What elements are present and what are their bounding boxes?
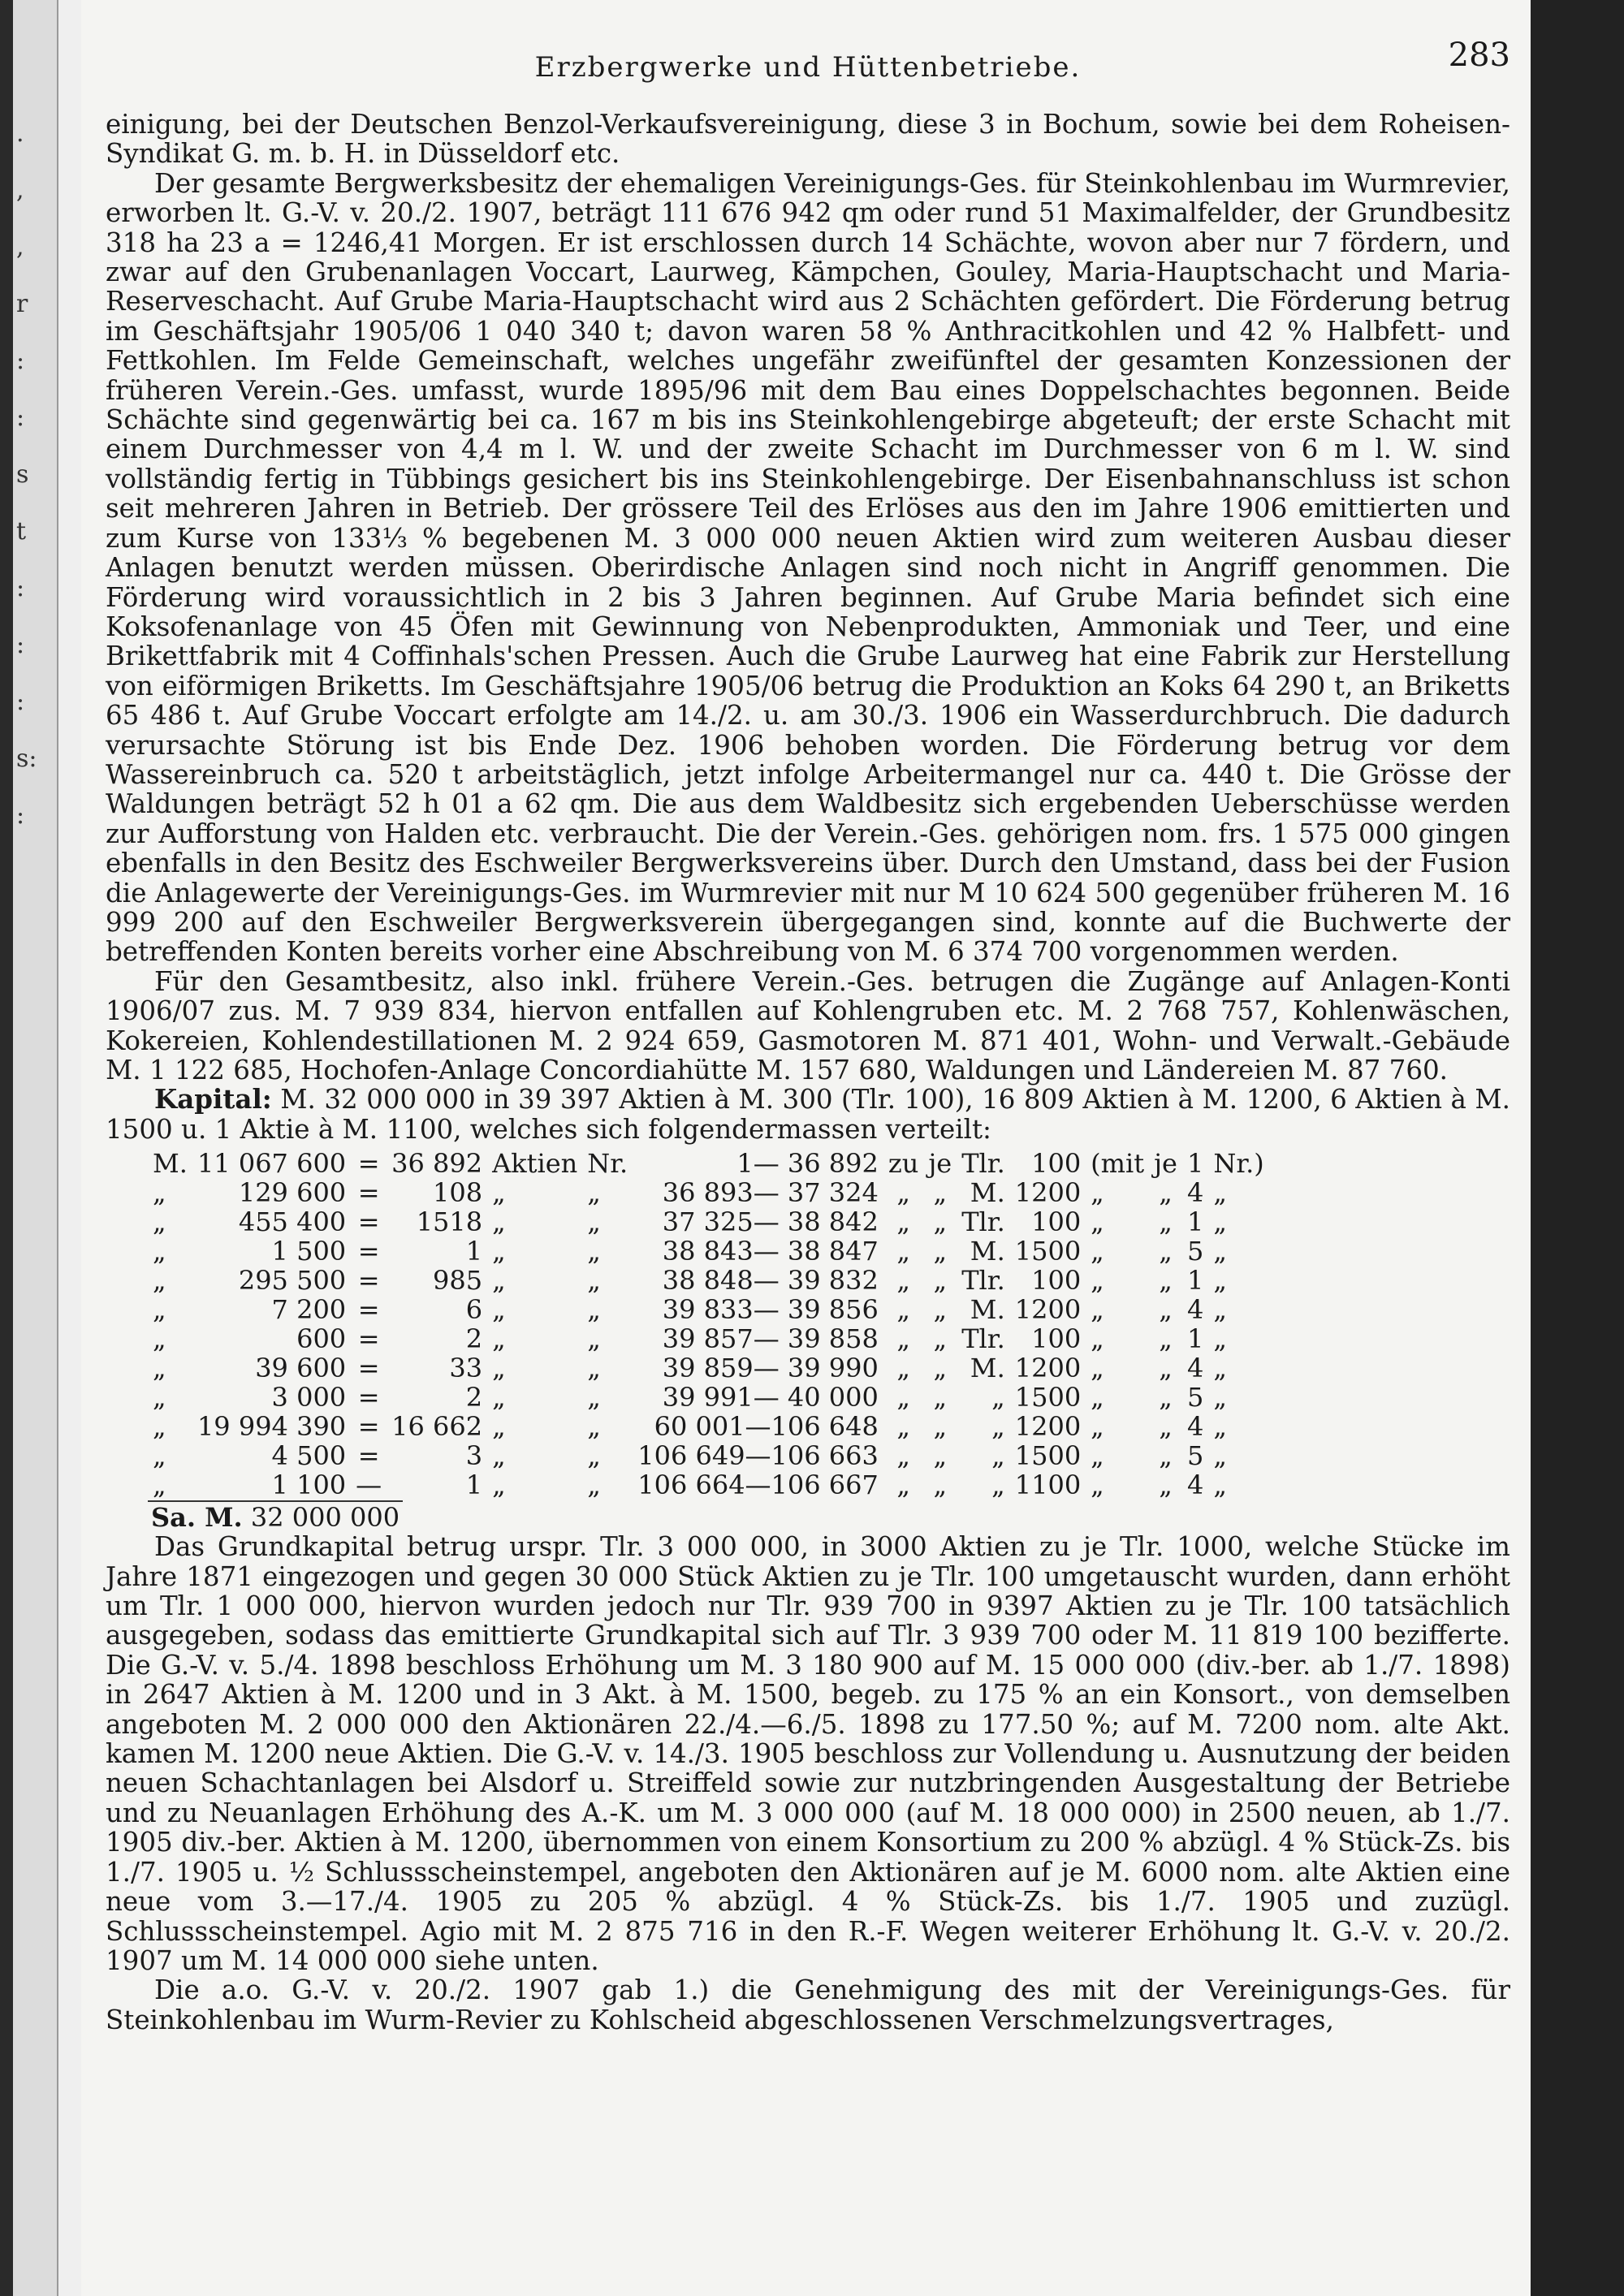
table-row — [148, 1441, 1269, 1470]
cell-cur: Tlr. — [961, 1265, 1005, 1297]
table-row — [148, 1178, 1269, 1207]
cell-mje: „ — [1159, 1382, 1173, 1413]
cell-nr: „ — [587, 1265, 601, 1297]
cell-mit: „ — [1091, 1382, 1104, 1413]
table-row — [148, 1470, 1269, 1500]
cell-amount: 600 — [296, 1323, 347, 1355]
cell-unit: „ — [492, 1470, 506, 1501]
cell-range: 38 848— 39 832 — [662, 1265, 879, 1297]
cell-mit: „ — [1091, 1236, 1104, 1267]
cell-eq: = — [357, 1148, 380, 1180]
paragraph-continuation: einigung, bei der Deutschen Benzol-Verkaufsvereinigung, diese 3 in Bochum, sowie bei dem Roheisen-Syndikat G. m. b. H. in Düsseldorf etc. — [106, 109, 1510, 170]
cell-mje: „ — [1159, 1294, 1173, 1326]
cell-range: 106 664—106 667 — [637, 1470, 879, 1501]
cell-amount: 129 600 — [238, 1177, 347, 1209]
cell-range: 36 893— 37 324 — [662, 1177, 879, 1209]
cell-n: 1 — [1186, 1148, 1204, 1180]
cell-nend: „ — [1213, 1177, 1227, 1209]
page-body — [106, 110, 1510, 2035]
cell-count: 985 — [433, 1265, 483, 1297]
cell-range: 60 001—106 648 — [654, 1411, 879, 1443]
cell-amount: 11 067 600 — [197, 1148, 347, 1180]
cell-value: 100 — [1031, 1265, 1082, 1297]
cell-count: 6 — [465, 1294, 483, 1326]
cell-zu: „ — [896, 1206, 910, 1238]
cell-zu: „ — [896, 1353, 910, 1384]
cell-count: 16 662 — [391, 1411, 483, 1443]
cell-je: „ — [933, 1323, 948, 1355]
cell-mje: „ — [1159, 1411, 1173, 1443]
cell-value: 1500 — [1014, 1440, 1082, 1472]
cell-n: 5 — [1186, 1382, 1204, 1413]
cell-eq: — — [356, 1470, 382, 1501]
cell-n: 1 — [1186, 1323, 1204, 1355]
cell-n: 4 — [1186, 1177, 1204, 1209]
table-row — [148, 1295, 1269, 1324]
cell-n: 4 — [1186, 1470, 1204, 1501]
cell-value: 1500 — [1014, 1236, 1082, 1267]
cell-eq: = — [357, 1440, 380, 1472]
cell-eq: = — [357, 1206, 380, 1238]
cell-n: 1 — [1186, 1265, 1204, 1297]
cell-eq: = — [357, 1265, 380, 1297]
cell-eq: = — [357, 1294, 380, 1326]
paragraph-kapital — [106, 1085, 1510, 1144]
margin-mark: : — [16, 347, 25, 375]
cell-amount: 1 500 — [271, 1236, 347, 1267]
cell-unit: „ — [492, 1382, 506, 1413]
table-row — [148, 1149, 1269, 1178]
cell-unit: „ — [492, 1353, 506, 1384]
cell-mit: „ — [1091, 1353, 1104, 1384]
cell-amount: 295 500 — [238, 1265, 347, 1297]
cell-count: 36 892 — [391, 1148, 483, 1180]
cell-range: 37 325— 38 842 — [662, 1206, 879, 1238]
cell-mit: „ — [1091, 1177, 1104, 1209]
margin-mark: : — [16, 574, 25, 602]
cell-unit: „ — [492, 1265, 506, 1297]
cell-cur: „ — [991, 1470, 1005, 1501]
cell-je: „ — [933, 1236, 948, 1267]
cell-unit: „ — [492, 1411, 506, 1443]
capital-sum — [148, 1503, 1510, 1532]
cell-cur: „ — [991, 1382, 1005, 1413]
cell-nend: „ — [1213, 1206, 1227, 1238]
cell-je: je — [928, 1148, 952, 1180]
cell-eq: = — [357, 1382, 380, 1413]
cell-amount: 1 100 — [271, 1470, 347, 1501]
cell-value: 1200 — [1014, 1177, 1082, 1209]
margin-mark: , — [16, 176, 24, 205]
cell-range: 39 833— 39 856 — [662, 1294, 879, 1326]
kapital-text: M. 32 000 000 in 39 397 Aktien à M. 300 (Tlr. 100), 16 809 Aktien à M. 1200, 6 Aktien à M. 1500 u. 1 Aktie à M. 1100, welches sich folgendermassen verteilt: — [106, 1084, 1510, 1145]
cell-count: 2 — [465, 1382, 483, 1413]
cell-mje: „ — [1159, 1353, 1173, 1384]
cell-eq: = — [357, 1411, 380, 1443]
cell-n: 5 — [1186, 1236, 1204, 1267]
cell-je: „ — [933, 1265, 948, 1297]
cell-range: 106 649—106 663 — [637, 1440, 879, 1472]
cell-mit: „ — [1091, 1323, 1104, 1355]
cell-nr: „ — [587, 1411, 601, 1443]
sum-value: 32 000 000 — [250, 1502, 400, 1534]
cell-mje: „ — [1159, 1440, 1173, 1472]
margin-mark: : — [16, 801, 25, 830]
margin-mark: : — [16, 404, 25, 432]
cell-count: 3 — [465, 1440, 483, 1472]
cell-count: 1 — [465, 1470, 483, 1501]
cell-nend: Nr.) — [1213, 1148, 1264, 1180]
cell-mje: „ — [1159, 1470, 1173, 1501]
page-header — [81, 28, 1535, 93]
cell-pre: „ — [153, 1177, 166, 1209]
cell-eq: = — [357, 1177, 380, 1209]
cell-nend: „ — [1213, 1265, 1227, 1297]
cell-zu: „ — [896, 1440, 910, 1472]
cell-n: 1 — [1186, 1206, 1204, 1238]
cell-unit: „ — [492, 1206, 506, 1238]
cell-zu: „ — [896, 1382, 910, 1413]
margin-mark: s: — [16, 744, 37, 773]
cell-value: 1500 — [1014, 1382, 1082, 1413]
sum-label: Sa. M. — [151, 1502, 243, 1534]
cell-value: 100 — [1031, 1323, 1082, 1355]
cell-je: „ — [933, 1206, 948, 1238]
cell-nr: „ — [587, 1294, 601, 1326]
cell-nr: „ — [587, 1353, 601, 1384]
cell-value: 1100 — [1014, 1470, 1082, 1501]
cell-nend: „ — [1213, 1470, 1227, 1501]
cell-mit: (mit — [1091, 1148, 1145, 1180]
cell-nr: „ — [587, 1323, 601, 1355]
cell-amount: 39 600 — [255, 1353, 347, 1384]
table-row — [148, 1383, 1269, 1412]
margin-mark: , — [16, 233, 24, 261]
cell-eq: = — [357, 1353, 380, 1384]
table-row — [148, 1412, 1269, 1441]
cell-mje: „ — [1159, 1206, 1173, 1238]
cell-cur: M. — [970, 1294, 1005, 1326]
cell-mje: „ — [1159, 1265, 1173, 1297]
cell-nend: „ — [1213, 1323, 1227, 1355]
cell-je: „ — [933, 1382, 948, 1413]
left-margin-marks — [16, 106, 49, 844]
table-row — [148, 1266, 1269, 1295]
kapital-label: Kapital: — [154, 1083, 272, 1116]
binding-edge — [0, 0, 13, 2296]
cell-je: „ — [933, 1440, 948, 1472]
running-title: Erzbergwerke und Hüttenbetriebe. — [534, 51, 1082, 84]
table-row — [148, 1207, 1269, 1236]
cell-cur: Tlr. — [961, 1206, 1005, 1238]
cell-nr: Nr. — [587, 1148, 628, 1180]
cell-range: 39 991— 40 000 — [662, 1382, 879, 1413]
cell-amount: 4 500 — [271, 1440, 347, 1472]
margin-mark: r — [16, 290, 28, 318]
cell-amount: 455 400 — [238, 1206, 347, 1238]
cell-pre: „ — [153, 1411, 166, 1443]
cell-je: „ — [933, 1353, 948, 1384]
cell-zu: „ — [896, 1177, 910, 1209]
cell-mit: „ — [1091, 1206, 1104, 1238]
left-page-margin — [0, 0, 58, 2296]
cell-zu: „ — [896, 1323, 910, 1355]
cell-amount: 19 994 390 — [197, 1411, 347, 1443]
cell-cur: M. — [970, 1177, 1005, 1209]
cell-nend: „ — [1213, 1353, 1227, 1384]
cell-value: 1200 — [1014, 1411, 1082, 1443]
cell-nr: „ — [587, 1206, 601, 1238]
cell-pre: „ — [153, 1323, 166, 1355]
page-number: 283 — [1448, 37, 1510, 74]
cell-je: „ — [933, 1470, 948, 1501]
cell-amount: 3 000 — [271, 1382, 347, 1413]
cell-amount: 7 200 — [271, 1294, 347, 1326]
cell-count: 2 — [465, 1323, 483, 1355]
cell-eq: = — [357, 1236, 380, 1267]
table-row — [148, 1324, 1269, 1353]
cell-nend: „ — [1213, 1411, 1227, 1443]
cell-unit: „ — [492, 1177, 506, 1209]
cell-cur: M. — [970, 1353, 1005, 1384]
cell-cur: Tlr. — [961, 1323, 1005, 1355]
cell-nr: „ — [587, 1177, 601, 1209]
cell-unit: „ — [492, 1236, 506, 1267]
cell-eq: = — [357, 1323, 380, 1355]
capital-table — [148, 1149, 1269, 1500]
cell-mit: „ — [1091, 1411, 1104, 1443]
cell-pre: „ — [153, 1206, 166, 1238]
cell-mje: je — [1154, 1148, 1177, 1180]
cell-mit: „ — [1091, 1294, 1104, 1326]
cell-value: 100 — [1031, 1148, 1082, 1180]
cell-pre: „ — [153, 1265, 166, 1297]
cell-pre: „ — [153, 1470, 166, 1501]
margin-mark: . — [16, 119, 24, 148]
cell-mje: „ — [1159, 1177, 1173, 1209]
cell-zu: „ — [896, 1411, 910, 1443]
cell-count: 1518 — [416, 1206, 483, 1238]
cell-je: „ — [933, 1294, 948, 1326]
cell-pre: „ — [153, 1440, 166, 1472]
table-row — [148, 1236, 1269, 1266]
cell-nend: „ — [1213, 1440, 1227, 1472]
margin-mark: s — [16, 460, 29, 489]
cell-n: 5 — [1186, 1440, 1204, 1472]
cell-unit: „ — [492, 1323, 506, 1355]
margin-mark: : — [16, 631, 25, 659]
cell-unit: Aktien — [492, 1148, 578, 1180]
cell-value: 1200 — [1014, 1353, 1082, 1384]
cell-pre: „ — [153, 1236, 166, 1267]
cell-value: 1200 — [1014, 1294, 1082, 1326]
cell-mje: „ — [1159, 1323, 1173, 1355]
cell-value: 100 — [1031, 1206, 1082, 1238]
paragraph-generalversammlung: Die a.o. G.-V. v. 20./2. 1907 gab 1.) die Genehmigung des mit der Vereinigungs-Ges. für Steinkohlenbau im Wurm-Revier zu Kohlscheid abgeschlossenen Verschmelzungsvertrages, — [106, 1974, 1510, 2035]
right-scan-border — [1531, 0, 1624, 2296]
table-row — [148, 1353, 1269, 1383]
cell-zu: zu — [888, 1148, 919, 1180]
document-page — [81, 0, 1535, 2296]
margin-mark: t — [16, 517, 27, 546]
cell-cur: „ — [991, 1411, 1005, 1443]
cell-zu: „ — [896, 1236, 910, 1267]
paragraph-bergwerksbesitz: Der gesamte Bergwerksbesitz der ehemaligen Vereinigungs-Ges. für Steinkohlenbau im Wurmrevier, erworben lt. G.-V. v. 20./2. 1907, beträgt 111 676 942 qm oder rund 51 Maximalfelder, der Grundbesitz 318 ha 23 a = 1246,41 Morgen. Er ist erschlossen durch 14 Schächte, wovon aber nur 7 fördern, und zwar auf den Grubenanlagen Voccart, Laurweg, Kämpchen, Gouley, Maria-Hauptschacht und Maria-Reserveschacht. Auf Grube Maria-Hauptschacht wird aus 2 Schächten gefördert. Die Förderung betrug im Geschäftsjahr 1905/06 1 040 340 t; davon waren 58 % Anthracitkohlen und 42 % Halbfett- und Fettkohlen. Im Felde Gemeinschaft, welches ungefähr zweifünftel der gesamten Konzessionen der früheren Verein.-Ges. umfasst, wurde 1895/96 mit dem Bau eines Doppelschachtes begonnen. Beide Schächte sind gegenwärtig bei ca. 167 m bis ins Steinkohlengebirge abgeteuft; der erste Schacht mit einem Durchmesser von 4,4 m l. W. und der zweite Schacht im Durchmesser von 6 m l. W. sind vollständig fertig in Tübbings gesichert bis ins Steinkohlengebirge. Der Eisenbahnanschluss ist schon seit mehreren Jahren in Betrieb. Der grössere Teil des Erlöses aus den im Jahre 1906 emittierten und zum Kurse von 133⅓ % begebenen M. 3 000 000 neuen Aktien wird zum weiteren Ausbau dieser Anlagen benutzt werden müssen. Oberirdische Anlagen sind noch nicht in Angriff genommen. Die Förderung wird voraussichtlich in 2 bis 3 Jahren beginnen. Auf Grube Maria befindet sich eine Koksofenanlage von 45 Öfen mit Gewinnung von Nebenprodukten, Ammoniak und Teer, und eine Brikettfabrik mit 4 Coffinhals'schen Pressen. Auch die Grube Laurweg hat eine Fabrik zur Herstellung von eiförmigen Briketts. Im Geschäftsjahre 1905/06 betrug die Produktion an Koks 64 290 t, an Briketts 65 486 t. Auf Grube Voccart erfolgte am 14./2. u. am 30./3. 1906 ein Wasserdurchbruch. Die dadurch verursachte Störung ist bis Ende Dez. 1906 behoben worden. Die Förderung betrug vor dem Wassereinbruch ca. 520 t arbeitstäglich, jetzt infolge Arbeitermangel nur ca. 440 t. Die Grösse der Waldungen beträgt 52 h 01 a 62 qm. Die aus dem Waldbesitz sich ergebenden Ueberschüsse werden zur Aufforstung von Halden etc. verbraucht. Die der Verein.-Ges. gehörigen nom. frs. 1 575 000 gingen ebenfalls in den Besitz des Eschweiler Bergwerksvereins über. Durch den Umstand, dass bei der Fusion die Anlagewerte der Vereinigungs-Ges. im Wurmrevier mit nur M 10 624 500 gegenüber früheren M. 16 999 200 auf den Eschweiler Bergwerksverein übergegangen sind, konnte auf die Buchwerte der betreffenden Konten bereits vorher eine Abschreibung von M. 6 374 700 vorgenommen werden. — [106, 167, 1510, 968]
cell-range: 39 857— 39 858 — [662, 1323, 879, 1355]
cell-cur: M. — [970, 1236, 1005, 1267]
cell-nend: „ — [1213, 1382, 1227, 1413]
cell-zu: „ — [896, 1294, 910, 1326]
cell-range: 39 859— 39 990 — [662, 1353, 879, 1384]
cell-count: 108 — [433, 1177, 483, 1209]
cell-mit: „ — [1091, 1470, 1104, 1501]
cell-nr: „ — [587, 1440, 601, 1472]
cell-nr: „ — [587, 1470, 601, 1501]
cell-cur: Tlr. — [961, 1148, 1005, 1180]
cell-unit: „ — [492, 1294, 506, 1326]
cell-cur: „ — [991, 1440, 1005, 1472]
cell-count: 33 — [449, 1353, 483, 1384]
cell-nend: „ — [1213, 1236, 1227, 1267]
margin-mark: : — [16, 688, 25, 716]
cell-zu: „ — [896, 1265, 910, 1297]
cell-n: 4 — [1186, 1411, 1204, 1443]
paragraph-gesamtbesitz: Für den Gesamtbesitz, also inkl. frühere Verein.-Ges. betrugen die Zugänge auf Anlagen-Konti 1906/07 zus. M. 7 939 834, hiervon entfallen auf Kohlengruben etc. M. 2 768 757, Kohlenwäschen, Kokereien, Kohlendestillationen M. 2 924 659, Gasmotoren M. 871 401, Wohn- und Verwalt.-Gebäude M. 1 122 685, Hochofen-Anlage Concordiahütte M. 157 680, Waldungen und Ländereien M. 87 760. — [106, 965, 1510, 1085]
cell-zu: „ — [896, 1470, 910, 1501]
cell-pre: „ — [153, 1294, 166, 1326]
cell-range: 1— 36 892 — [736, 1148, 879, 1180]
cell-mit: „ — [1091, 1440, 1104, 1472]
cell-mit: „ — [1091, 1265, 1104, 1297]
cell-nr: „ — [587, 1382, 601, 1413]
cell-mje: „ — [1159, 1236, 1173, 1267]
cell-range: 38 843— 38 847 — [662, 1236, 879, 1267]
cell-je: „ — [933, 1177, 948, 1209]
cell-unit: „ — [492, 1440, 506, 1472]
cell-count: 1 — [465, 1236, 483, 1267]
cell-n: 4 — [1186, 1294, 1204, 1326]
cell-pre: M. — [153, 1148, 188, 1180]
paragraph-grundkapital: Das Grundkapital betrug urspr. Tlr. 3 000 000, in 3000 Aktien zu je Tlr. 1000, welche Stücke im Jahre 1871 eingezogen und gegen 30 000 Stück Aktien zu je Tlr. 100 umgetauscht wurden, dann erhöht um Tlr. 1 000 000, hiervon wurden jedoch nur Tlr. 939 700 in 9397 Aktien zu je Tlr. 100 tatsächlich ausgegeben, sodass das emittierte Grundkapital sich auf Tlr. 3 939 700 oder M. 11 819 100 bezifferte. Die G.-V. v. 5./4. 1898 beschloss Erhöhung um M. 3 180 900 auf M. 15 000 000 (div.-ber. ab 1./7. 1898) in 2647 Aktien à M. 1200 und in 3 Akt. à M. 1500, begeb. zu 175 % an ein Konsort., von demselben angeboten M. 2 000 000 den Aktionären 22./4.—6./5. 1898 zu 177.50 %; auf M. 7200 nom. alte Akt. kamen M. 1200 neue Aktien. Die G.-V. v. 14./3. 1905 beschloss zur Vollendung u. Ausnutzung der beiden neuen Schachtanlagen bei Alsdorf u. Streiffeld sowie zur nutzbringenden Ausgestaltung der Betriebe und zu Neuanlagen Erhöhung des A.-K. um M. 3 000 000 (auf M. 18 000 000) in 2500 neuen, ab 1./7. 1905 div.-ber. Aktien à M. 1200, übernommen von einem Konsortium zu 200 % abzügl. 4 % Stück-Zs. bis 1./7. 1905 u. ½ Schlussscheinstempel, angeboten den Aktionären auf je M. 6000 nom. alte Aktien eine neue vom 3.—17./4. 1905 zu 205 % abzügl. 4 % Stück-Zs. bis 1./7. 1905 und zuzügl. Schlussscheinstempel. Agio mit M. 2 875 716 in den R.-F. Wegen weiterer Erhöhung lt. G.-V. v. 20./2. 1907 um M. 14 000 000 siehe unten. — [106, 1531, 1510, 1976]
cell-nend: „ — [1213, 1294, 1227, 1326]
cell-nr: „ — [587, 1236, 601, 1267]
cell-pre: „ — [153, 1353, 166, 1384]
cell-n: 4 — [1186, 1353, 1204, 1384]
cell-je: „ — [933, 1411, 948, 1443]
cell-pre: „ — [153, 1382, 166, 1413]
